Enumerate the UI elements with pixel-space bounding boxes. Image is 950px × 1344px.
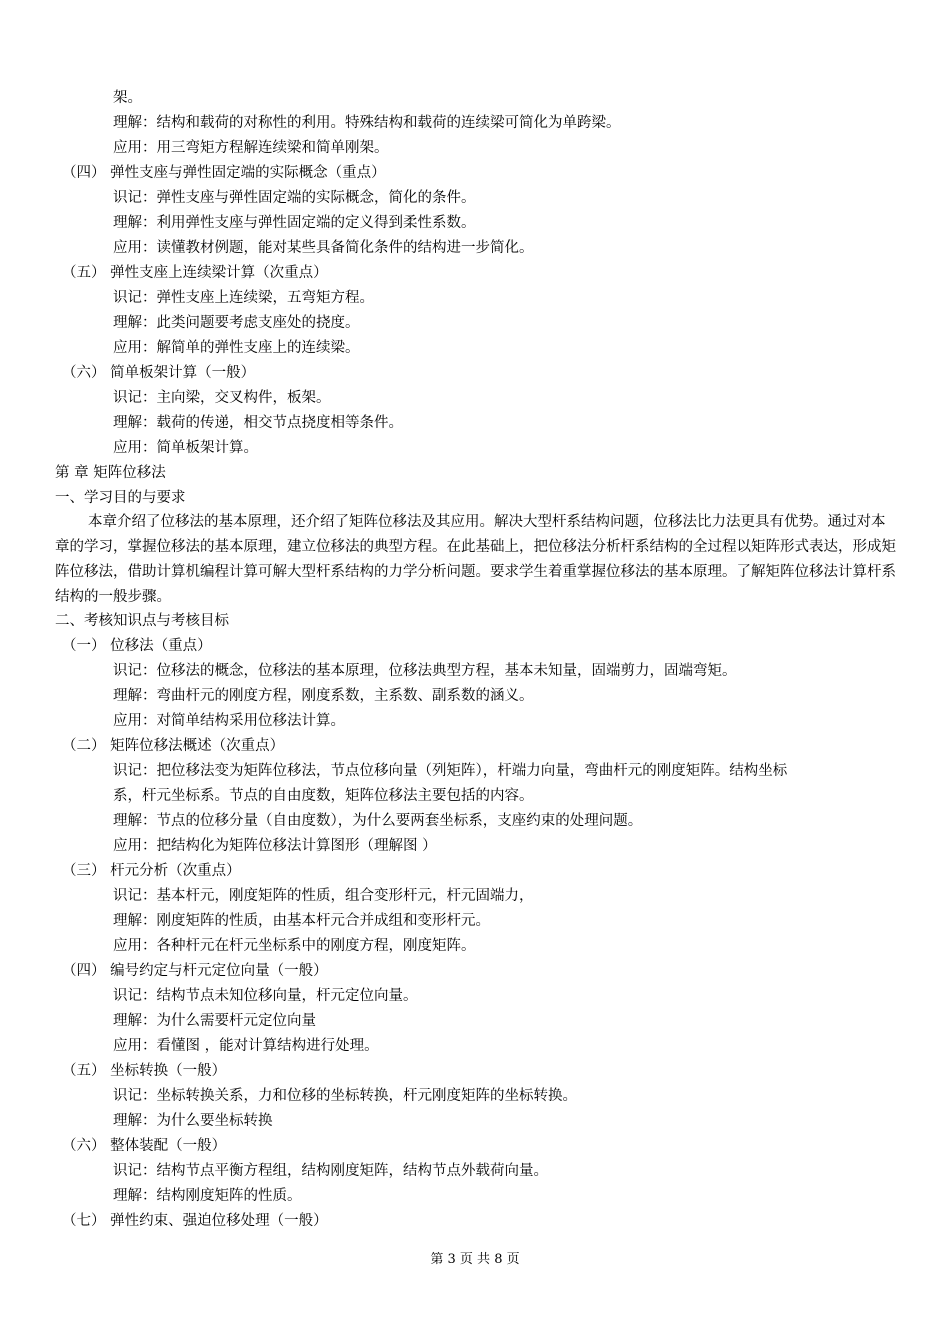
section-heading: （六） 整体装配（一般） [62,1138,227,1154]
chapter-title: 第 章 矩阵位移法 [55,465,166,481]
section-heading: （五） 弹性支座上连续梁计算（次重点） [62,265,328,281]
section-heading: （二） 矩阵位移法概述（次重点） [62,738,285,754]
text-line: 识记：坐标转换关系，力和位移的坐标转换，杆元刚度矩阵的坐标转换。 [113,1088,577,1104]
text-line: 理解：利用弹性支座与弹性固定端的定义得到柔性系数。 [113,215,476,231]
text-line: 架。 [113,90,142,106]
section-heading: （五） 坐标转换（一般） [62,1063,227,1079]
text-line: 识记：弹性支座上连续梁，五弯矩方程。 [113,290,374,306]
section-title: 一、学习目的与要求 [55,490,186,506]
text-line: 识记：基本杆元，刚度矩阵的性质，组合变形杆元，杆元固端力， [113,888,534,904]
text-line: 应用：读懂教材例题，能对某些具备简化条件的结构进一步简化。 [113,240,534,256]
text-line: 识记：结构节点未知位移向量，杆元定位向量。 [113,988,418,1004]
text-line: 应用：解简单的弹性支座上的连续梁。 [113,340,360,356]
text-line: 应用：把结构化为矩阵位移法计算图形（理解图 ） [113,838,437,854]
text-line: 应用：对简单结构采用位移法计算。 [113,713,345,729]
text-line: 理解：载荷的传递，相交节点挠度相等条件。 [113,415,403,431]
page-number-footer: 第 3 页 共 8 页 [430,1252,520,1267]
text-line: 理解：刚度矩阵的性质，由基本杆元合并成组和变形杆元。 [113,913,490,929]
text-line: 理解：节点的位移分量（自由度数），为什么要两套坐标系，支座约束的处理问题。 [113,813,643,829]
text-line: 应用：看懂图 ，能对计算结构进行处理。 [113,1038,379,1054]
section-heading: （三） 杆元分析（次重点） [62,863,241,879]
text-line: 识记：主向梁，交叉构件，板架。 [113,390,331,406]
text-line: 理解：为什么要坐标转换 [113,1113,273,1129]
section-heading: （六） 简单板架计算（一般） [62,365,256,381]
text-line: 识记：位移法的概念，位移法的基本原理，位移法典型方程，基本未知量，固端剪力，固端弯矩。 [113,663,737,679]
text-line: 理解：结构刚度矩阵的性质。 [113,1188,302,1204]
text-line: 系，杆元坐标系。节点的自由度数，矩阵位移法主要包括的内容。 [113,788,534,804]
body-paragraph: 本章介绍了位移法的基本原理，还介绍了矩阵位移法及其应用。解决大型杆系结构问题，位移法比力法更具有优势。通过对本章的学习，掌握位移法的基本原理，建立位移法的典型方程。在此基础上，把位移法分析杆系结构的全过程以矩阵形式表达，形成矩阵位移法，借助计算机编程计算可解大型杆系结构的力学分析问题。要求学生着重掌握位移法的基本原理。了解矩阵位移法计算杆系结构的一般步骤。 [55,514,896,605]
text-line: 应用：简单板架计算。 [113,440,258,456]
text-line: 理解：结构和载荷的对称性的利用。特殊结构和载荷的连续梁可简化为单跨梁。 [113,115,621,131]
text-line: 识记：结构节点平衡方程组，结构刚度矩阵，结构节点外载荷向量。 [113,1163,548,1179]
text-line: 理解：此类问题要考虑支座处的挠度。 [113,315,360,331]
section-heading: （七） 弹性约束、强迫位移处理（一般） [62,1213,328,1229]
section-heading: （四） 弹性支座与弹性固定端的实际概念（重点） [62,165,386,181]
section-heading: （一） 位移法（重点） [62,638,212,654]
text-line: 理解：弯曲杆元的刚度方程，刚度系数，主系数、副系数的涵义。 [113,688,534,704]
text-line: 识记：把位移法变为矩阵位移法，节点位移向量（列矩阵），杆端力向量，弯曲杆元的刚度矩阵。结构坐标 [113,763,788,779]
section-title: 二、考核知识点与考核目标 [55,613,229,629]
text-line: 应用：用三弯矩方程解连续梁和简单刚架。 [113,140,389,156]
text-line: 理解：为什么需要杆元定位向量 [113,1013,316,1029]
text-line: 应用：各种杆元在杆元坐标系中的刚度方程，刚度矩阵。 [113,938,476,954]
section-heading: （四） 编号约定与杆元定位向量（一般） [62,963,328,979]
text-line: 识记：弹性支座与弹性固定端的实际概念，简化的条件。 [113,190,476,206]
